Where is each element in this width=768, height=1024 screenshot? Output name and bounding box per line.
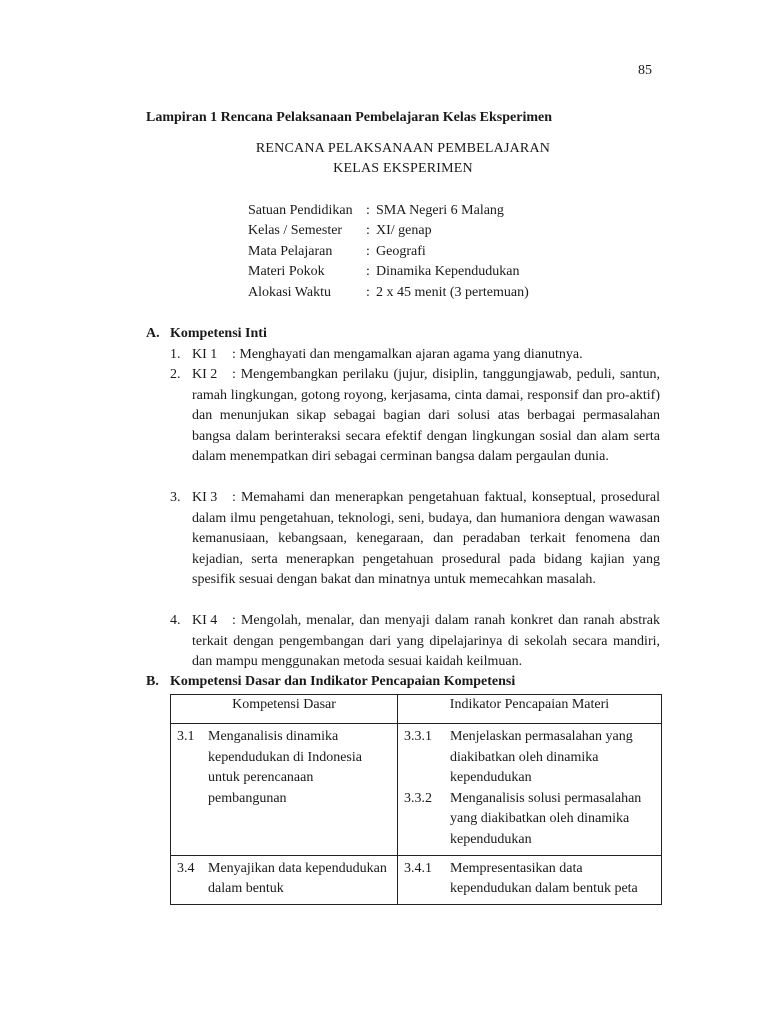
identity-row-satuan bbox=[248, 203, 504, 219]
ki-code: KI 1 bbox=[192, 347, 218, 362]
header-indikator: Indikator Pencapaian Materi bbox=[398, 695, 662, 724]
indicator-cell bbox=[398, 855, 662, 904]
ki-number: 2. bbox=[170, 367, 181, 382]
identity-sep: : bbox=[366, 285, 370, 300]
identity-sep: : bbox=[366, 264, 370, 279]
kd-text: Menganalisis dinamika kependudukan di Indonesia untuk perencanaan pembangunan bbox=[208, 729, 362, 806]
section-title: Kompetensi Inti bbox=[170, 326, 267, 341]
lampiran-title: Lampiran 1 Rencana Pelaksanaan Pembelajaran Kelas Eksperimen bbox=[146, 110, 553, 125]
section-b-heading bbox=[146, 674, 515, 690]
rpp-title-line-1: RENCANA PELAKSANAAN PEMBELAJARAN bbox=[255, 141, 551, 156]
indicator-item bbox=[402, 789, 657, 851]
indicator-text: Mempresentasikan data kependudukan dalam bentuk peta bbox=[450, 860, 638, 897]
table-header-row bbox=[171, 695, 662, 724]
identity-value: Dinamika Kependudukan bbox=[376, 264, 520, 279]
kd-number: 3.1 bbox=[177, 729, 195, 744]
ki-3-text bbox=[192, 488, 660, 591]
ki-code: KI 2 bbox=[192, 367, 218, 382]
kd-cell bbox=[171, 855, 398, 904]
identity-label: Alokasi Waktu bbox=[248, 285, 331, 300]
identity-row-kelas bbox=[248, 223, 432, 239]
ki-description: : Memahami dan menerapkan pengetahuan faktual, konseptual, prosedural dalam ilmu pengetahuan, teknologi, seni, budaya, dan humaniora dengan wawasan kemanusiaan, kebangsaan, kenegaraan, dan peradaban terkait fenomena dan kejadian, serta menerapkan pengetahuan prosedural pada bidang kajian yang spesifik sesuai dengan bakat dan minatnya untuk memecahkan masalah. bbox=[192, 490, 660, 588]
ki-description: : Mengembangkan perilaku (jujur, disiplin, tanggungjawab, peduli, santun, ramah lingkungan, gotong royong, kerjasama, cinta damai, responsif dan pro-aktif) dan menunjukan sikap sebagai bagian dari solusi atas berbagai permasalahan bangsa dalam berinteraksi secara efektif dengan lingkungan sosial dan alam serta dalam menempatkan diri sebagai cerminan bangsa dalam pergaulan dunia. bbox=[192, 367, 660, 465]
section-letter: A. bbox=[146, 326, 160, 341]
identity-value: Geografi bbox=[376, 244, 426, 259]
ki-2-text bbox=[192, 365, 660, 468]
kd-number: 3.4 bbox=[177, 860, 195, 876]
indicator-cell bbox=[398, 724, 662, 856]
ki-code: KI 4 bbox=[192, 613, 218, 628]
ki-description: : Menghayati dan mengamalkan ajaran agama yang dianutnya. bbox=[232, 347, 583, 362]
identity-row-materi bbox=[248, 264, 519, 280]
identity-label: Materi Pokok bbox=[248, 264, 325, 279]
section-title: Kompetensi Dasar dan Indikator Pencapaian Kompetensi bbox=[170, 674, 516, 689]
section-a-heading bbox=[146, 326, 267, 342]
table-row bbox=[171, 855, 662, 904]
indicator-text: Menganalisis solusi permasalahan yang diakibatkan oleh dinamika kependudukan bbox=[450, 790, 642, 847]
identity-sep: : bbox=[366, 203, 370, 218]
ki-description: : Mengolah, menalar, dan menyaji dalam ranah konkret dan ranah abstrak terkait dengan pengembangan dari yang dipelajarinya di sekolah secara mandiri, dan mampu menggunakan metoda sesuai kaidah keilmuan. bbox=[192, 613, 660, 670]
identity-row-alokasi bbox=[248, 285, 529, 301]
rpp-title-line-2: KELAS EKSPERIMEN bbox=[333, 161, 473, 176]
identity-sep: : bbox=[366, 223, 370, 238]
identity-label: Mata Pelajaran bbox=[248, 244, 333, 259]
ki-1-text bbox=[192, 345, 660, 366]
identity-label: Satuan Pendidikan bbox=[248, 203, 353, 218]
indicator-number: 3.3.2 bbox=[404, 790, 432, 806]
kd-text: Menyajikan data kependudukan dalam bentuk bbox=[208, 860, 387, 897]
ki-code: KI 3 bbox=[192, 490, 218, 505]
identity-value: XI/ genap bbox=[376, 223, 432, 238]
ki-number: 4. bbox=[170, 613, 181, 628]
identity-value: SMA Negeri 6 Malang bbox=[376, 203, 504, 218]
section-letter: B. bbox=[146, 674, 159, 689]
indicator-number: 3.3.1 bbox=[404, 729, 432, 744]
identity-sep: : bbox=[366, 244, 370, 259]
indicator-item bbox=[402, 859, 657, 900]
indicator-number: 3.4.1 bbox=[404, 860, 432, 876]
identity-row-mapel bbox=[248, 244, 426, 260]
identity-value: 2 x 45 menit (3 pertemuan) bbox=[376, 285, 529, 300]
ki-number: 3. bbox=[170, 490, 181, 505]
kd-cell bbox=[171, 724, 398, 856]
identity-label: Kelas / Semester bbox=[248, 223, 343, 238]
indicator-text: Menjelaskan permasalahan yang diakibatkan oleh dinamika kependudukan bbox=[450, 729, 633, 786]
indicator-item bbox=[402, 727, 657, 789]
ki-number: 1. bbox=[170, 347, 181, 362]
kompetensi-dasar-table bbox=[170, 694, 662, 905]
header-kompetensi-dasar: Kompetensi Dasar bbox=[171, 695, 398, 724]
ki-4-text bbox=[192, 611, 660, 673]
table-row bbox=[171, 724, 662, 856]
page-number: 85 bbox=[638, 63, 652, 78]
